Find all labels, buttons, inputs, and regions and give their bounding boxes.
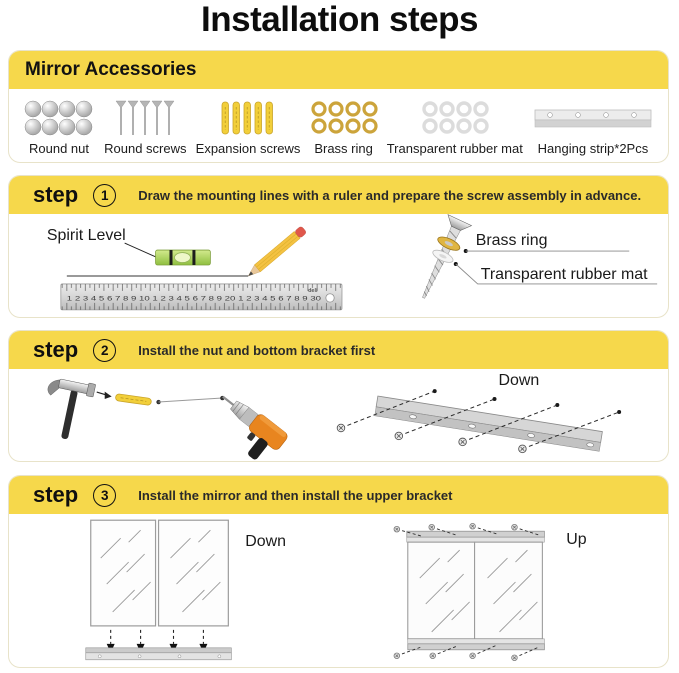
- step2-label: step: [33, 337, 79, 362]
- rubber-mat-icon: [421, 97, 489, 139]
- expansion-screws-icon: [219, 97, 277, 139]
- step2-description: Install the nut and bottom bracket first: [138, 342, 376, 358]
- step3-number-badge: 3: [93, 484, 116, 507]
- ruler-icon: [61, 284, 342, 310]
- screw-glyph: [470, 523, 476, 529]
- accessory-round-nut: [23, 97, 95, 156]
- mirror-panels-icon: [91, 520, 229, 626]
- accessories-header-label: Mirror Accessories: [25, 59, 197, 80]
- accessories-header: [9, 51, 668, 89]
- step1-description: Draw the mounting lines with a ruler and prepare the screw assembly in advance.: [138, 187, 642, 203]
- screw-assembly-illustration: [378, 214, 668, 318]
- screw-glyph: [394, 653, 400, 659]
- screw-glyph: [429, 524, 435, 530]
- accessory-label: Hanging strip*2Pcs: [537, 141, 649, 156]
- bottom-bracket-illustration: [333, 369, 668, 462]
- step1-body: [9, 214, 668, 318]
- screw-glyph: [395, 432, 403, 440]
- top-bracket-icon: [407, 531, 545, 542]
- step3-label: step: [33, 482, 79, 507]
- step1-header: [9, 176, 668, 214]
- hanging-strip-icon: [532, 97, 654, 139]
- page-title: Installation steps: [201, 0, 478, 39]
- bottom-bracket-icon: [408, 639, 545, 650]
- round-nut-icon: [23, 97, 95, 139]
- accessory-brass-ring: [310, 97, 378, 156]
- pencil-icon: [245, 226, 307, 280]
- step3-header: [9, 476, 668, 514]
- hammer-icon: [38, 375, 95, 443]
- screw-glyph: [512, 524, 518, 530]
- bracket-icon: [375, 396, 603, 451]
- ruler-brand: deli: [308, 287, 318, 294]
- arrow-icon: [97, 392, 112, 399]
- ruler-pencil-level-illustration: [9, 214, 378, 318]
- accessory-label: Round screws: [104, 141, 187, 156]
- step1-label: step: [33, 182, 79, 207]
- accessory-expansion-screws: [196, 97, 301, 156]
- spirit-level-callout: Spirit Level: [46, 227, 126, 245]
- step1-panel: [8, 175, 669, 318]
- step1-number-badge: 1: [93, 184, 116, 207]
- round-screws-icon: [114, 97, 176, 139]
- spirit-level-icon: [156, 250, 211, 265]
- mounted-mirrors-icon: [408, 542, 543, 639]
- accessory-rubber-mat: [387, 97, 523, 156]
- screw-glyph: [394, 526, 400, 532]
- accessory-label: Round nut: [29, 141, 89, 156]
- screw-glyph: [459, 438, 467, 446]
- accessory-label: Expansion screws: [195, 141, 301, 156]
- up-callout: Up: [566, 531, 587, 549]
- screw-glyph: [512, 655, 518, 661]
- accessories-panel: [8, 50, 669, 163]
- screw-glyph: [470, 653, 476, 659]
- step2-body: [9, 369, 668, 462]
- accessory-label: Brass ring: [314, 141, 373, 156]
- mirror-lowering-illustration: [9, 514, 338, 668]
- step2-panel: [8, 330, 669, 462]
- screw-glyph: [430, 653, 436, 659]
- step3-panel: [8, 475, 669, 668]
- upper-bracket-illustration: [338, 514, 668, 668]
- screw-icon: [412, 215, 472, 304]
- down-callout: Down: [498, 372, 540, 390]
- step2-header: [9, 331, 668, 369]
- brass-ring-icon: [310, 97, 378, 139]
- accessory-round-screws: [104, 97, 186, 156]
- step2-number-badge: 2: [93, 339, 116, 362]
- bottom-strip-icon: [86, 648, 232, 660]
- down-callout: Down: [245, 533, 287, 551]
- screw-glyph: [337, 424, 345, 432]
- screw-glyph: [519, 445, 527, 453]
- accessories-body: [9, 89, 668, 156]
- expansion-anchor-icon: [115, 394, 152, 406]
- accessory-hanging-strip: [532, 97, 654, 156]
- brass-ring-callout: Brass ring: [475, 232, 548, 250]
- step3-body: [9, 514, 668, 668]
- rubber-mat-callout: Transparent rubber mat: [480, 265, 648, 283]
- accessory-label: Transparent rubber mat: [386, 141, 523, 156]
- step3-description: Install the mirror and then install the upper bracket: [138, 487, 453, 503]
- drill-icon: [204, 389, 289, 462]
- tools-illustration: [9, 369, 333, 462]
- ruler-numbers: 1 2 3 4 5 6 7 8 9 10 1 2 3 4 5 6 7 8 9 20 1 2 3 4 5 6 7 8 9 30: [66, 296, 323, 303]
